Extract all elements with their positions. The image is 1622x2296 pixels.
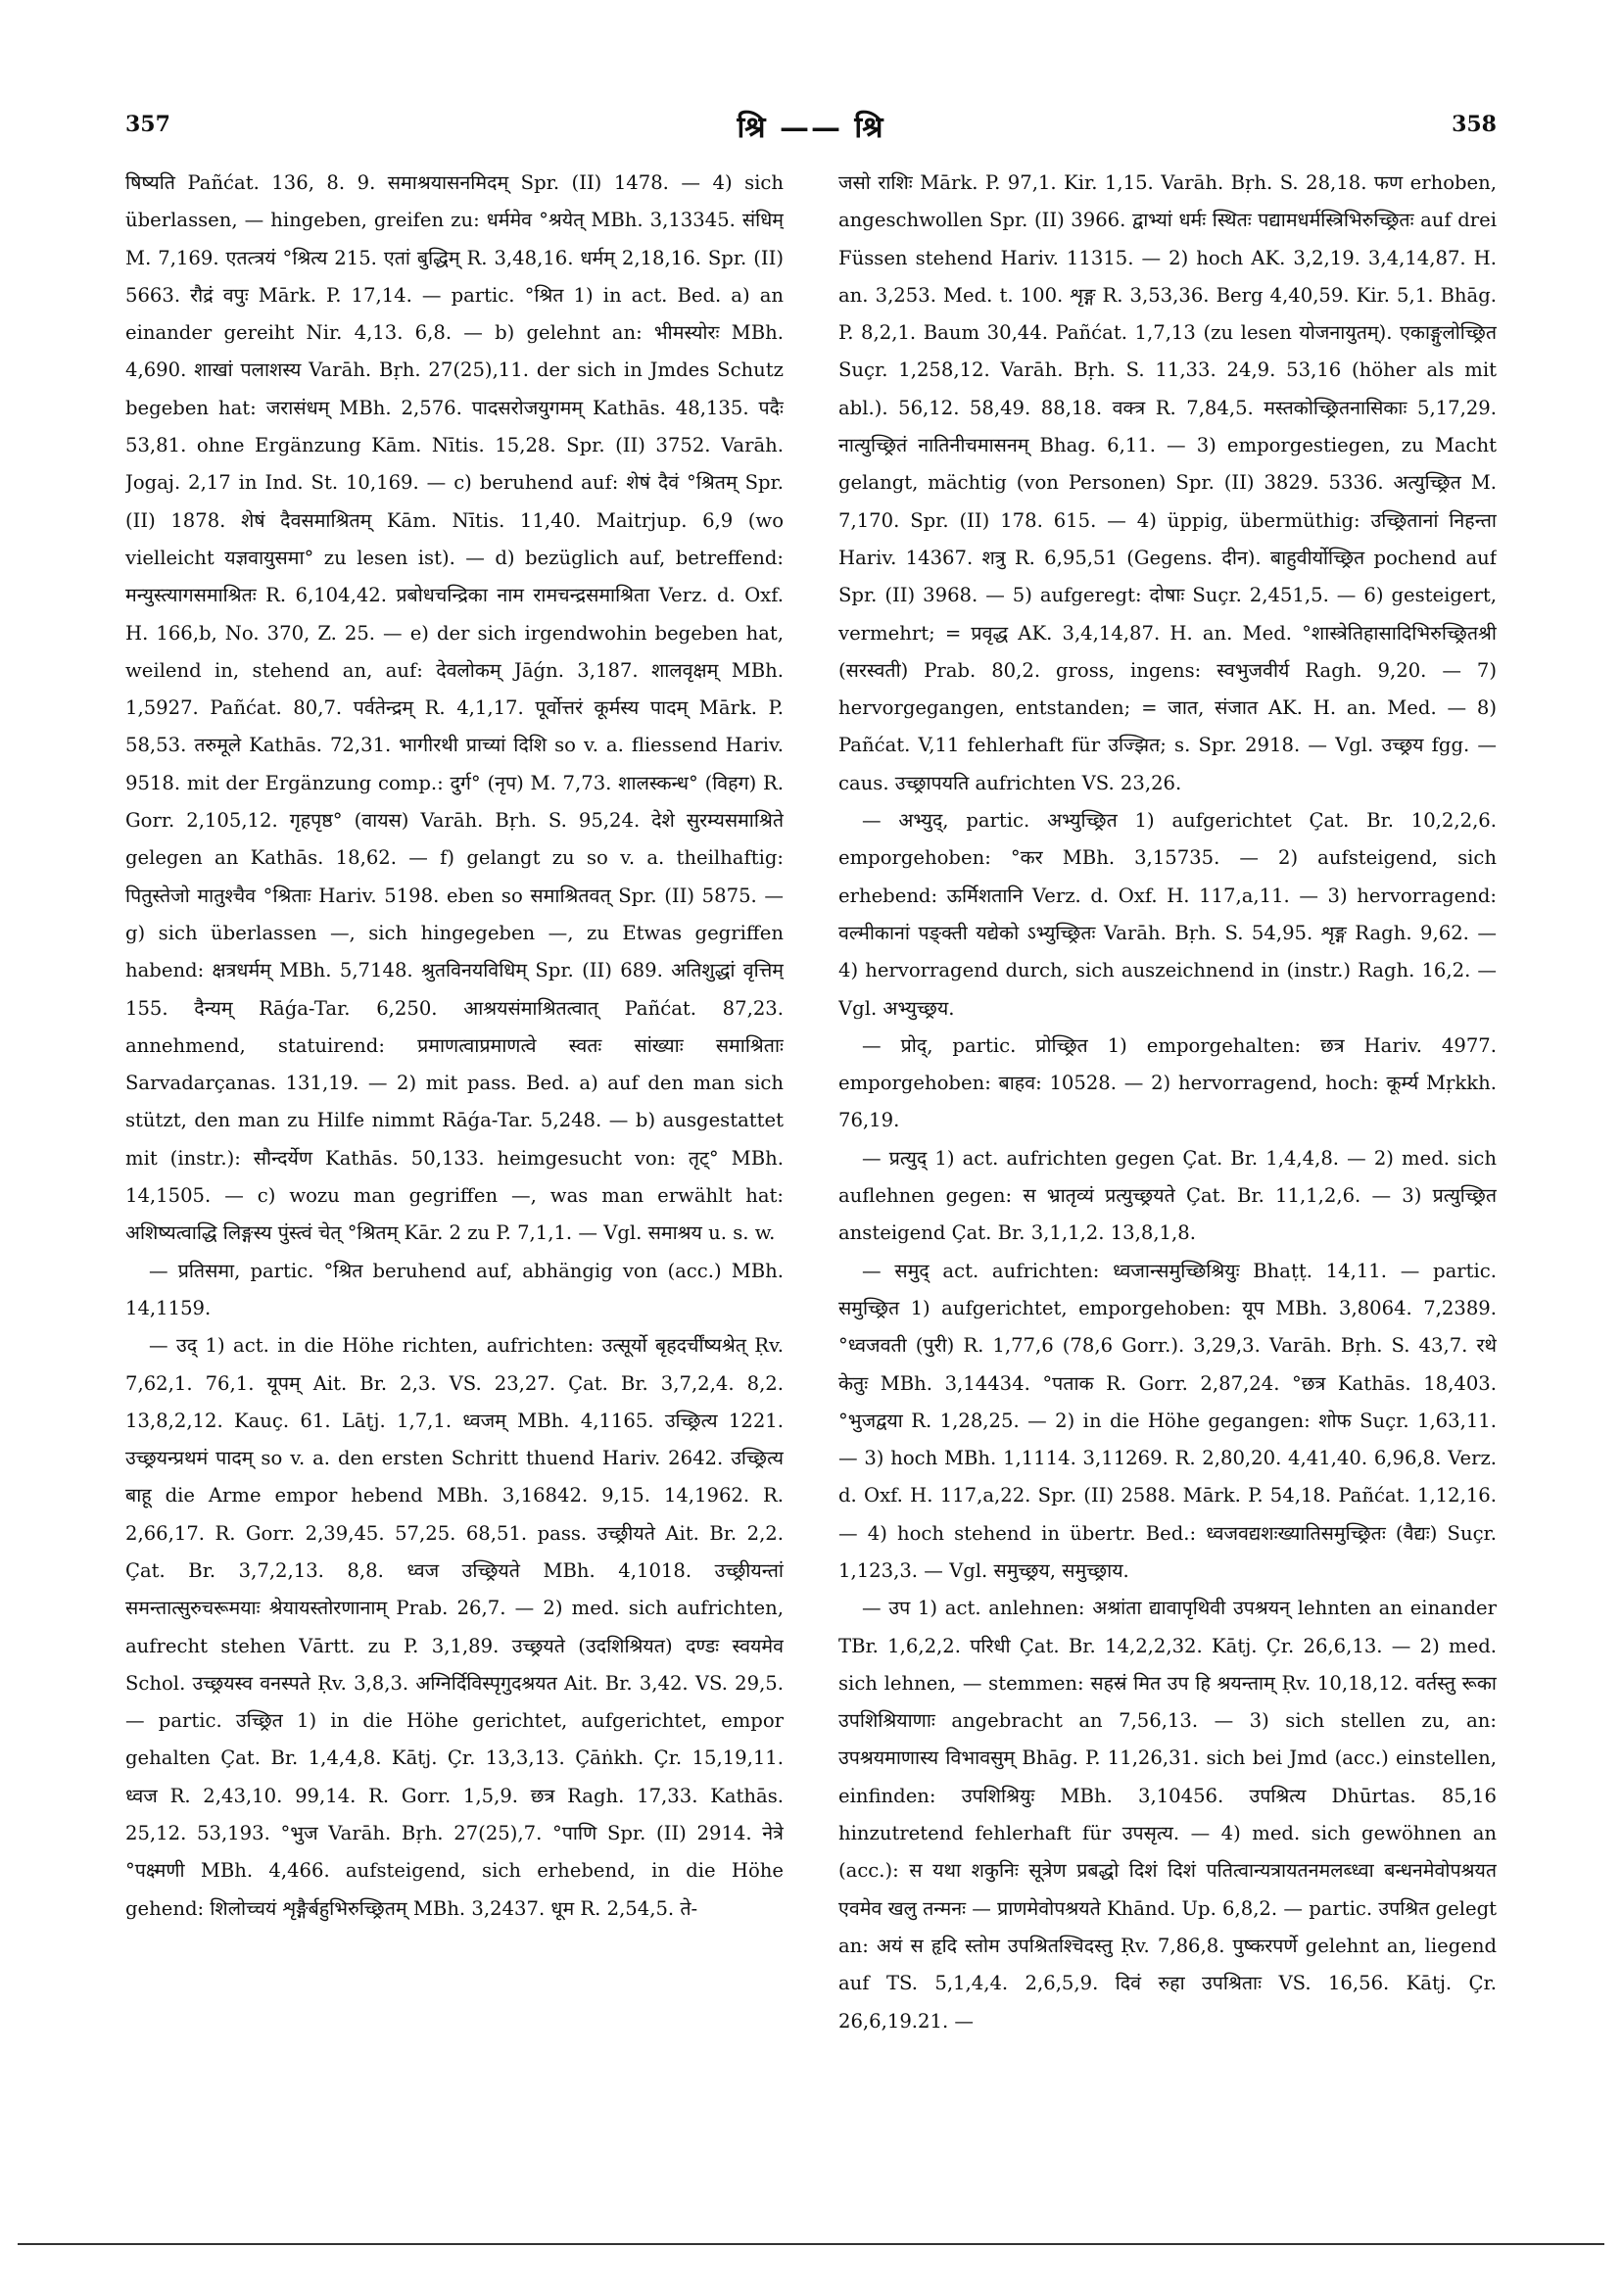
- entry-paragraph: षिष्यति Pañćat. 136, 8. 9. समाश्रयासनमिदम् Spr. (II) 1478. — 4) sich überlassen, — hingeben, greifen zu: धर्ममेव °श्रयेत् MBh. 3,13345. संधिम् M. 7,169. एतत्त्रयं °श्रित्य 215. एतां बुद्धिम् R. 3,48,16. धर्मम् 2,18,16. Spr. (II) 5663. रौद्रं वपुः Mārk. P. 17,14. — partic. °श्रित 1) in act. Bed. a) an einander gereiht Nir. 4,13. 6,8. — b) gelehnt an: भीमस्योरः MBh. 4,690. शाखां पलाशस्य Varāh. Bṛh. 27(25),11. der sich in Jmdes Schutz begeben hat: जरासंधम् MBh. 2,576. पादसरोजयुगमम् Kathās. 48,135. पदैः 53,81. ohne Ergänzung Kām. Nītis. 15,28. Spr. (II) 3752. Varāh. Jogaj. 2,17 in Ind. St. 10,169. — c) beruhend auf: शेषं दैवं °श्रितम् Spr. (II) 1878. शेषं दैवसमाश्रितम् Kām. Nītis. 11,40. Maitrjup. 6,9 (wo vielleicht यज्ञवायुसमा° zu lesen ist). — d) bezüglich auf, betreffend: मन्युस्त्यागसमाश्रितः R. 6,104,42. प्रबोधचन्द्रिका नाम रामचन्द्रसमाश्रिता Verz. d. Oxf. H. 166,b, No. 370, Z. 25. — e) der sich irgendwohin begeben hat, weilend in, stehend an, auf: देवलोकम् Jāǵn. 3,187. शालवृक्षम् MBh. 1,5927. Pañćat. 80,7. पर्वतेन्द्रम् R. 4,1,17. पूर्वोत्तरं कूर्मस्य पादम् Mārk. P. 58,53. तरुमूले Kathās. 72,31. भागीरथी प्राच्यां दिशि so v. a. fliessend Hariv. 9518. mit der Ergänzung comp.: दुर्ग° (नृप) M. 7,73. शालस्कन्ध° (विहग) R. Gorr. 2,105,12. गृहपृष्ठ° (वायस) Varāh. Bṛh. S. 95,24. देशे सुरम्यसमाश्रिते gelegen an Kathās. 18,62. — f) gelangt zu so v. a. theilhaftig: पितुस्तेजो मातुश्चैव °श्रिताः Hariv. 5198. eben so समाश्रितवत् Spr. (II) 5875. — g) sich überlassen —, sich hingegeben —, zu Etwas gegriffen habend: क्षत्रधर्मम् MBh. 5,7148. श्रुतविनयविधिम् Spr. (II) 689. अतिशुद्धां वृत्तिम् 155. दैन्यम् Rāǵa-Tar. 6,250. आश्रयसंमाश्रितत्वात् Pañćat. 87,23. annehmend, statuirend: प्रमाणत्वाप्रमाणत्वे स्वतः सांख्याः समाश्रिताः Sarvadarçanas. 131,19. — 2) mit pass. Bed. a) auf den man sich stützt, den man zu Hilfe nimmt Rāǵa-Tar. 5,248. — b) ausgestattet mit (instr.): सौन्दर्येण Kathās. 50,133. heimgesucht von: तृट्° MBh. 14,1505. — c) wozu man gegriffen —, was man erwählt hat: अशिष्यत्वाद्धि लिङ्गस्य पुंस्त्वं चेत् °श्रितम् Kār. 2 zu P. 7,1,1. — Vgl. समाश्रय u. s. w.: [125, 171, 784, 1245]
- entry-prati-sama: — प्रतिसमा, partic. °श्रित beruhend auf, abhängig von (acc.) MBh. 14,1159.: [125, 1259, 784, 1319]
- page-number-right: 358: [1452, 112, 1497, 137]
- entry-prod: — प्रोद्, partic. प्रोच्छ्रित 1) emporgehalten: छत्र Hariv. 4977. emporgehoben: बाहव: 10528. — 2) hervorragend, hoch: कूर्म्य Mṛkkh. 76,19.: [838, 1033, 1497, 1132]
- entry-pratyud: — प्रत्युद् 1) act. aufrichten gegen Çat. Br. 1,4,4,8. — 2) med. sich auflehnen gegen: स भ्रातृव्यं प्रत्युच्छ्रयते Çat. Br. 11,1,2,6. — 3) प्रत्युच्छ्रित ansteigend Çat. Br. 3,1,1,2. 13,8,1,8.: [838, 1146, 1497, 1245]
- headword-range: श्रि —— श्रि: [737, 111, 885, 145]
- entry-paragraph: जसो राशिः Mārk. P. 97,1. Kir. 1,15. Varāh. Bṛh. S. 28,18. फण erhoben, angeschwollen Spr. (II) 3966. द्वाभ्यां धर्मः स्थितः पद्यामधर्मस्त्रिभिरुच्छ्रितः auf drei Füssen stehend Hariv. 11315. — 2) hoch AK. 3,2,19. 3,4,14,87. H. an. 3,253. Med. t. 100. शृङ्ग R. 3,53,36. Berg 4,40,59. Kir. 5,1. Bhāg. P. 8,2,1. Baum 30,44. Pañćat. 1,7,13 (zu lesen योजनायुतम्). एकाङ्गुलोच्छ्रित Suçr. 1,258,12. Varāh. Bṛh. S. 11,33. 24,9. 53,16 (höher als mit abl.). 56,12. 58,49. 88,18. वक्त्र R. 7,84,5. मस्तकोच्छ्रितनासिकाः 5,17,29. नात्युच्छ्रितं नातिनीचमासनम् Bhag. 6,11. — 3) emporgestiegen, zu Macht gelangt, mächtig (von Personen) Spr. (II) 3829. 5336. अत्युच्छ्रित M. 7,170. Spr. (II) 178. 615. — 4) üppig, übermüthig: उच्छ्रितानां निहन्ता Hariv. 14367. शत्रु R. 6,95,51 (Gegens. दीन). बाहुवीर्योच्छ्रित pochend auf Spr. (II) 3968. — 5) aufgeregt: दोषाः Suçr. 2,451,5. — 6) gesteigert, vermehrt; = प्रवृद्ध AK. 3,4,14,87. H. an. Med. °शास्त्रेतिहासादिभिरुच्छ्रितश्री (सरस्वती) Prab. 80,2. gross, ingens: स्वभुजवीर्य Ragh. 9,20. — 7) hervorgegangen, entstanden; = जात, संजात AK. H. an. Med. — 8) Pañćat. V,11 fehlerhaft für उज्झित; s. Spr. 2918. — Vgl. उच्छ्रय fgg. — caus. उच्छ्रापयति aufrichten VS. 23,26.: [838, 171, 1497, 794]
- entry-samud: — समुद् act. aufrichten: ध्वजान्समुच्छिश्रियुः Bhaṭṭ. 14,11. — partic. समुच्छ्रित 1) aufgerichtet, emporgehoben: यूप MBh. 3,8064. 7,2389. °ध्वजवती (पुरी) R. 1,77,6 (78,6 Gorr.). 3,29,3. Varāh. Bṛh. S. 43,7. रथे केतुः MBh. 3,14434. °पताक R. Gorr. 2,87,24. °छत्र Kathās. 18,403. °भुजद्वया R. 1,28,25. — 2) in die Höhe gegangen: शोफ Suçr. 1,63,11. — 3) hoch MBh. 1,1114. 3,11269. R. 2,80,20. 4,41,40. 6,96,8. Verz. d. Oxf. H. 117,a,22. Spr. (II) 2588. Mārk. P. 54,18. Pañćat. 1,12,16. — 4) hoch stehend in übertr. Bed.: ध्वजवद्यशःख्यातिसमुच्छ्रितः (वैद्यः) Suçr. 1,123,3. — Vgl. समुच्छ्रय, समुच्छ्राय.: [838, 1259, 1497, 1582]
- page-header: [125, 106, 1497, 145]
- bottom-rule: [18, 2243, 1604, 2245]
- right-column: [838, 165, 1497, 2202]
- entry-abhyud: — अभ्युद्, partic. अभ्युच्छ्रित 1) aufgerichtet Çat. Br. 10,2,2,6. emporgehoben: °कर MBh. 3,15735. — 2) aufsteigend, sich erhebend: ऊर्मिशतानि Verz. d. Oxf. H. 117,a,11. — 3) hervorragend: वल्मीकानां पङ्क्ती यद्येको ऽभ्युच्छ्रितः Varāh. Bṛh. S. 54,95. शृङ्ग Ragh. 9,62. — 4) hervorragend durch, sich auszeichnend in (instr.) Ragh. 16,2. — Vgl. अभ्युच्छ्रय.: [838, 809, 1497, 1020]
- entry-upa: — उप 1) act. anlehnen: अश्रांता द्यावापृथिवी उपश्रयन् lehnten an einander TBr. 1,6,2,2. परिधी Çat. Br. 14,2,2,32. Kātj. Çr. 26,6,13. — 2) med. sich lehnen, — stemmen: सहस्रं मित उप हि श्रयन्ताम् Ṛv. 10,18,12. वर्तस्तु रूका उपशिश्रियाणाः angebracht an 7,56,13. — 3) sich stellen zu, an: उपश्रयमाणास्य विभावसुम् Bhāg. P. 11,26,31. sich bei Jmd (acc.) einstellen, einfinden: उपशिश्रियुः MBh. 3,10456. उपश्रित्य Dhūrtas. 85,16 hinzutretend fehlerhaft für उपसृत्य. — 4) med. sich gewöhnen an (acc.): स यथा शकुनिः सूत्रेण प्रबद्धो दिशं दिशं पतित्वान्यत्रायतनमलब्ध्वा बन्धनमेवोपश्रयत एवमेव खलु तन्मनः — प्राणमेवोपश्रयते Khānd. Up. 6,8,2. — partic. उपश्रित gelegt an: अयं स हृदि स्तोम उपश्रितश्चिदस्तु Ṛv. 7,86,8. पुष्करपर्णे gelehnt an, liegend auf TS. 5,1,4,4. 2,6,5,9. दिवं रुहा उपश्रिताः VS. 16,56. Kātj. Çr. 26,6,19.21. —: [838, 1597, 1497, 2033]
- entry-ud: — उद् 1) act. in die Höhe richten, aufrichten: उत्सूर्यो बृहदर्चींष्यश्रेत् Ṛv. 7,62,1. 76,1. यूपम् Ait. Br. 2,3. VS. 23,27. Çat. Br. 3,7,2,4. 8,2. 13,8,2,12. Kauç. 61. Lāṭj. 1,7,1. ध्वजम् MBh. 4,1165. उच्छ्रित्य 1221. उच्छ्रयन्प्रथमं पादम् so v. a. den ersten Schritt thuend Hariv. 2642. उच्छ्रित्य बाहू die Arme empor hebend MBh. 3,16842. 9,15. 14,1962. R. 2,66,17. R. Gorr. 2,39,45. 57,25. 68,51. pass. उच्छ्रीयते Ait. Br. 2,2. Çat. Br. 3,7,2,13. 8,8. ध्वज उच्छ्रियते MBh. 4,1018. उच्छ्रीयन्तां समन्तात्सुरुचरूमयाः श्रेयायस्तोरणानाम् Prab. 26,7. — 2) med. sich aufrichten, aufrecht stehen Vārtt. zu P. 3,1,89. उच्छ्रयते (उदशिश्रियत) दण्डः स्वयमेव Schol. उच्छ्रयस्व वनस्पते Ṛv. 3,8,3. अग्निर्दिविस्पृगुदश्रयत Ait. Br. 3,42. VS. 29,5. — partic. उच्छ्रित 1) in die Höhe gerichtet, aufgerichtet, empor gehalten Çat. Br. 1,4,4,8. Kātj. Çr. 13,3,13. Çāṅkh. Çr. 15,19,11. ध्वज R. 2,43,10. 99,14. R. Gorr. 1,5,9. छत्र Ragh. 17,33. Kathās. 25,12. 53,193. °भुज Varāh. Bṛh. 27(25),7. °पाणि Spr. (II) 2914. नेत्रे °पक्ष्मणी MBh. 4,466. aufsteigend, sich erhebend, in die Höhe gehend: शिलोच्चयं शृङ्गैर्बहुभिरुच्छ्रितम् MBh. 3,2437. धूम R. 2,54,5. ते-: [125, 1334, 784, 1920]
- page-number-left: 357: [125, 112, 170, 137]
- left-column: [125, 165, 784, 2202]
